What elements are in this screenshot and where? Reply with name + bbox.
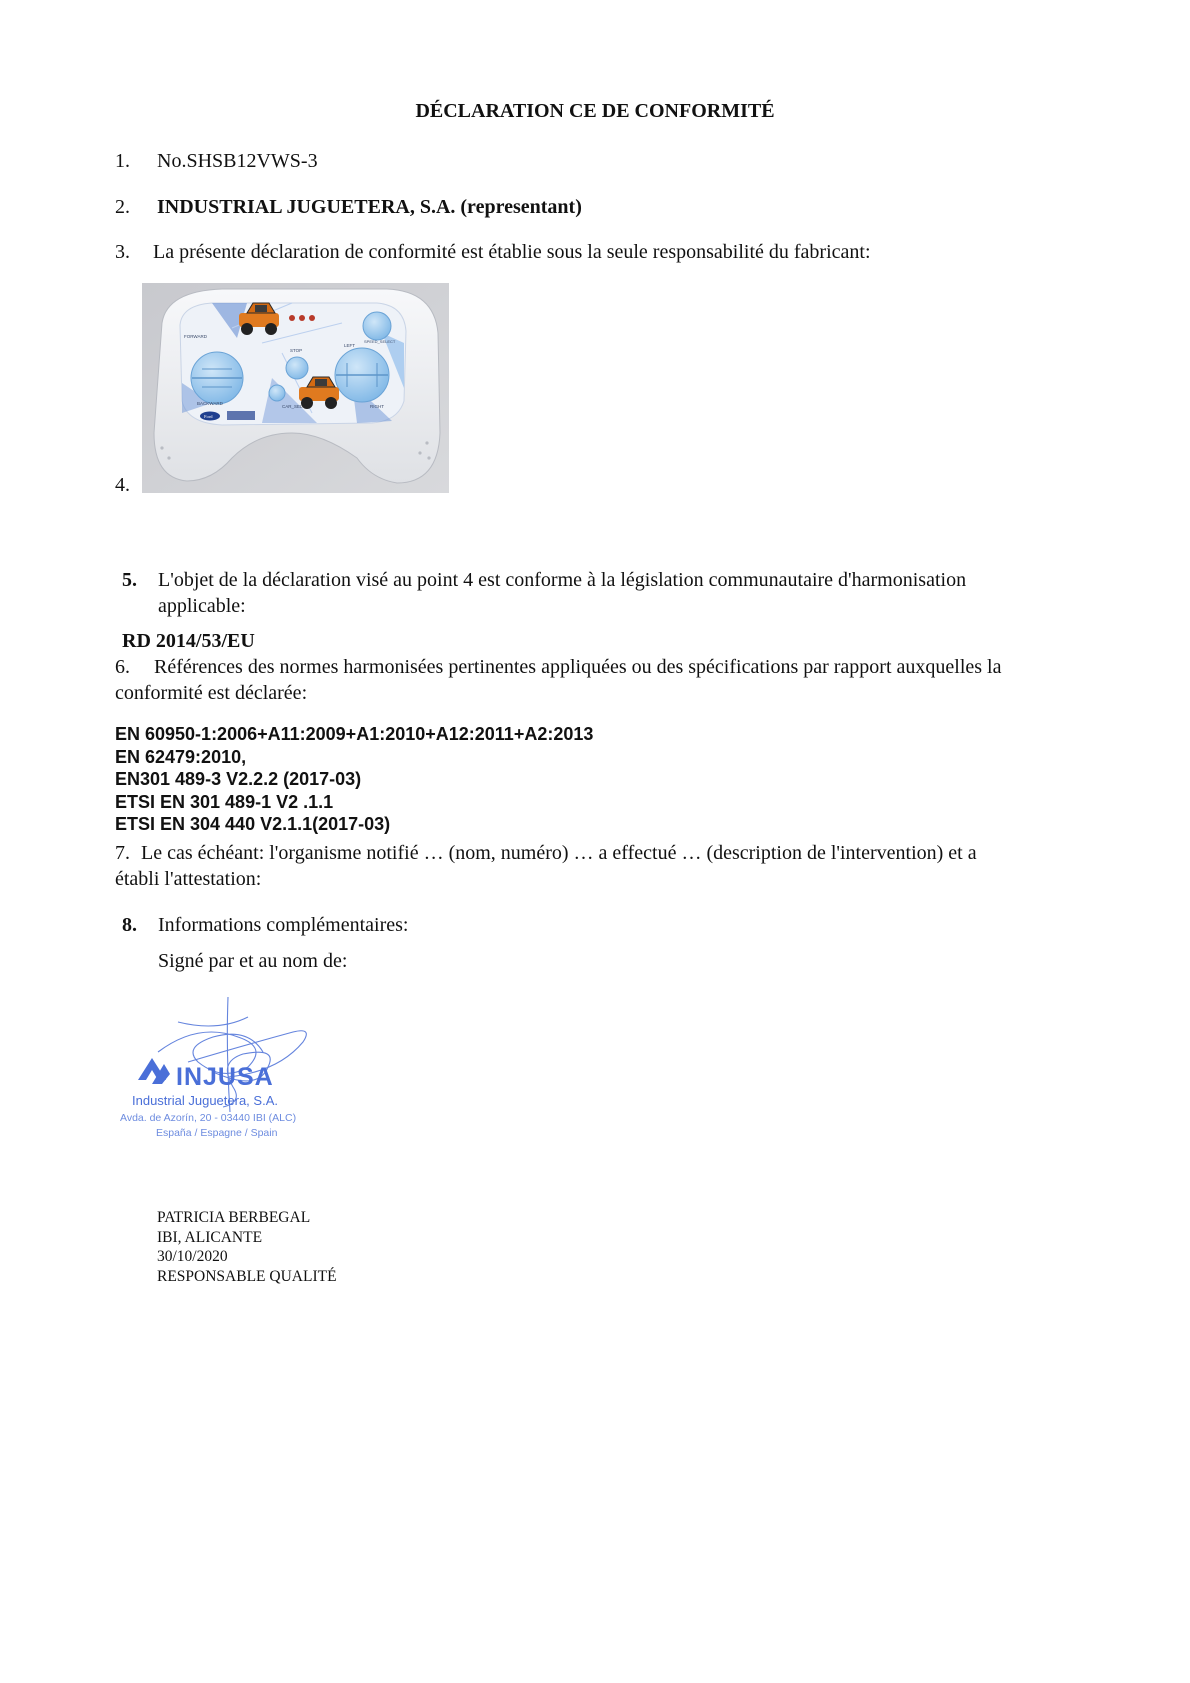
ford-logo-text: Ford: [204, 414, 213, 419]
item-text-line1: Références des normes harmonisées pertinentes appliquées ou des spécifications par rapport auxquelles la: [154, 656, 1002, 678]
standards-list: [115, 723, 593, 836]
stamp-address: Avda. de Azorín, 20 - 03440 IBI (ALC): [120, 1112, 297, 1124]
label-backward: BACKWARD: [197, 401, 223, 406]
item-number: 2.: [115, 196, 130, 218]
stamp-logo-text: INJUSA: [176, 1063, 274, 1091]
signer-place: IBI, ALICANTE: [157, 1228, 263, 1246]
signed-by-label: Signé par et au nom de:: [158, 950, 348, 972]
item-3: [115, 239, 871, 265]
stamp-company: Industrial Juguetera, S.A.: [132, 1093, 278, 1108]
item-text: No.SHSB12VWS-3: [157, 150, 318, 172]
item-2: [115, 194, 582, 220]
signer-role: RESPONSABLE QUALITÉ: [157, 1267, 337, 1285]
stamp-country: España / Espagne / Spain: [156, 1127, 278, 1139]
item-text-line1: L'objet de la déclaration visé au point 4 est conforme à la législation communautaire d'harmonisation: [158, 569, 967, 591]
item-7: [115, 840, 977, 866]
item-6: [115, 654, 1001, 680]
label-car-sel: CAR_SEL: [282, 404, 303, 409]
item-number: 7.: [115, 842, 130, 864]
item-4-number: 4.: [115, 474, 130, 496]
standard-item: ETSI EN 304 440 V2.1.1(2017-03): [115, 814, 391, 834]
item-6-line2: conformité est déclarée:: [115, 682, 308, 704]
item-5-line2: applicable:: [158, 595, 246, 617]
standard-item: EN301 489-3 V2.2.2 (2017-03): [115, 769, 362, 789]
signer-name: PATRICIA BERBEGAL: [157, 1209, 311, 1226]
signer-block: [157, 1208, 337, 1286]
product-photo: [142, 283, 449, 493]
company-stamp: [118, 992, 338, 1167]
page-title: DÉCLARATION CE DE CONFORMITÉ: [415, 100, 775, 122]
label-stop: STOP: [290, 348, 303, 353]
item-7-line2: établi l'attestation:: [115, 868, 262, 890]
directive: RD 2014/53/EU: [122, 630, 255, 652]
item-text: Informations complémentaires:: [158, 914, 409, 936]
label-left: LEFT: [344, 343, 356, 348]
label-speed-select: SPEED_SELECT: [364, 339, 396, 344]
item-text: INDUSTRIAL JUGUETERA, S.A. (representant): [157, 196, 582, 218]
item-number: 5.: [122, 569, 137, 591]
item-text: La présente déclaration de conformité est établie sous la seule responsabilité du fabricant:: [153, 241, 871, 263]
injusa-logo-icon: [138, 1058, 170, 1084]
item-number: 3.: [115, 241, 130, 263]
item-8: [122, 912, 408, 938]
standard-item: EN 60950-1:2006+A11:2009+A1:2010+A12:2011+A2:2013: [115, 724, 594, 744]
signer-date: 30/10/2020: [157, 1248, 228, 1265]
item-1: [115, 148, 318, 174]
item-number: 1.: [115, 150, 130, 172]
item-5: [122, 567, 966, 593]
standard-item: EN 62479:2010,: [115, 746, 247, 767]
item-number: 8.: [122, 914, 137, 936]
item-text-line1: Le cas échéant: l'organisme notifié … (nom, numéro) … a effectué … (description de l'intervention) et a: [141, 842, 977, 864]
label-right: RIGHT: [370, 404, 384, 409]
item-number: 6.: [115, 656, 130, 678]
standard-item: ETSI EN 301 489-1 V2 .1.1: [115, 791, 334, 812]
label-forward: FORWARD: [184, 334, 207, 339]
